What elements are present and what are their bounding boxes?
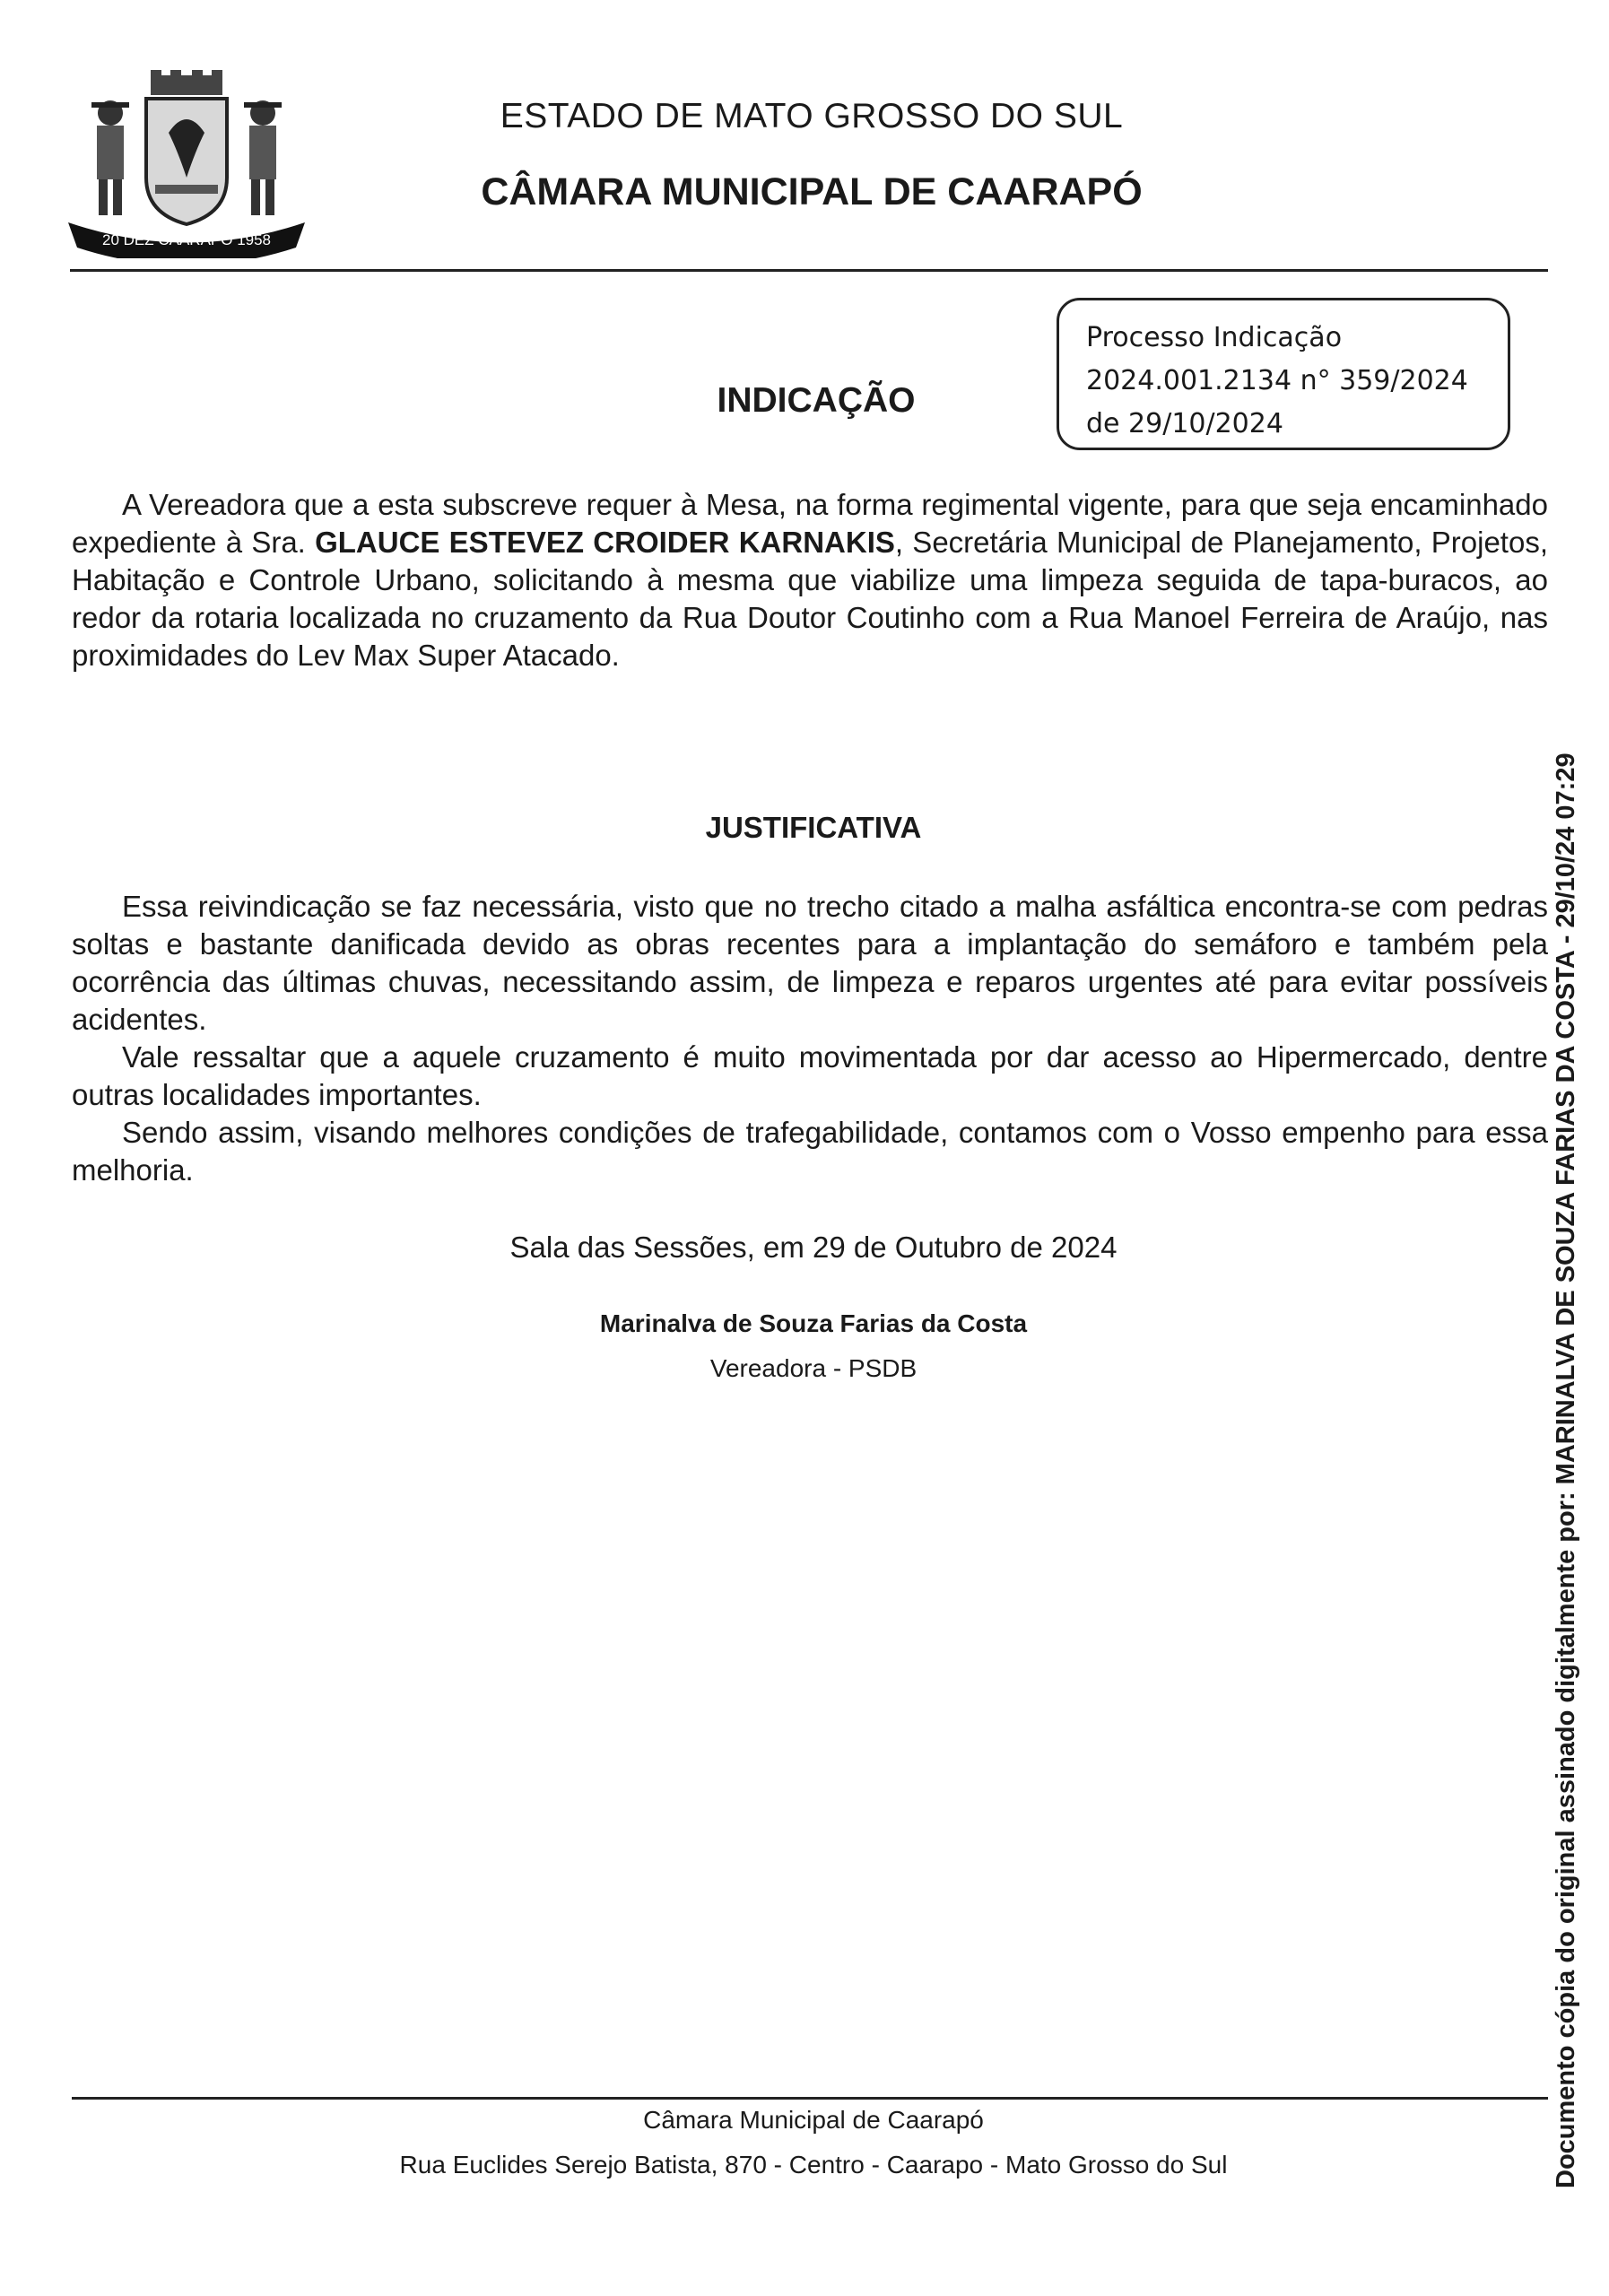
process-line-1: Processo Indicação [1086, 322, 1343, 353]
indication-text-end: , Secretária Municipal de Planejamento, Projetos, Habitação e Controle Urbano, solicitando à mesma que viabilize uma limpeza seguida de tapa-buracos, ao redor da rotaria localizada no cruzamento da Rua Doutor Coutinho com a Rua Manoel Ferreira de Araújo, nas proximidades do Lev Max Super Atacado. [72, 526, 1548, 672]
session-date: Sala das Sessões, em 29 de Outubro de 2024 [509, 1231, 1118, 1264]
footer-divider [72, 2097, 1548, 2100]
footer-address: Rua Euclides Serejo Batista, 870 - Centro - Caarapo - Mato Grosso do Sul [399, 2151, 1228, 2179]
state-heading: ESTADO DE MATO GROSSO DO SUL [500, 97, 1124, 135]
justification-paragraph: Essa reivindicação se faz necessária, visto que no trecho citado a malha asfáltica encontra-se com pedras soltas e bastante danificada devido as obras recentes para a implantação do semáforo e também pela ocorrência das últimas chuvas, necessitando assim, de limpeza e reparos urgentes até para evitar possíveis acidentes. [72, 890, 1548, 1036]
footer-institution: Câmara Municipal de Caarapó [643, 2106, 984, 2134]
process-stamp-box [1057, 298, 1510, 450]
signer-name: Marinalva de Souza Farias da Costa [599, 1309, 1028, 1337]
justification-title: JUSTIFICATIVA [705, 811, 922, 844]
digital-signature-note: Documento cópia do original assinado digitalmente por: MARINALVA DE SOUZA FARIAS DA COSTA - 29/10/24 07:29 [1552, 752, 1580, 2188]
recipient-name: GLAUCE ESTEVEZ CROIDER KARNAKIS [315, 526, 895, 559]
chamber-heading: CÂMARA MUNICIPAL DE CAARAPÓ [481, 170, 1143, 213]
coat-of-arms-logo [61, 70, 312, 258]
justification-body [72, 888, 1548, 1189]
justification-paragraph: Vale ressaltar que a aquele cruzamento é muito movimentada por dar acesso ao Hipermercado, dentre outras localidades importantes. [72, 1040, 1548, 1111]
process-line-3: de 29/10/2024 [1086, 408, 1283, 439]
svg-text:20 DEZ CAARAPÓ 1958: 20 DEZ CAARAPÓ 1958 [101, 231, 272, 248]
indication-paragraph [72, 486, 1548, 674]
process-line-2: 2024.001.2134 n° 359/2024 [1086, 365, 1468, 396]
signer-role: Vereadora - PSDB [709, 1354, 918, 1382]
indication-text-start: A Vereadora que a esta subscreve requer à Mesa, na forma regimental vigente, para que seja encaminhado expediente à Sra. [72, 488, 1548, 559]
header-divider [70, 269, 1548, 272]
document-title: INDICAÇÃO [717, 381, 916, 420]
justification-paragraph: Sendo assim, visando melhores condições de trafegabilidade, contamos com o Vosso empenho para essa melhoria. [72, 1116, 1548, 1187]
